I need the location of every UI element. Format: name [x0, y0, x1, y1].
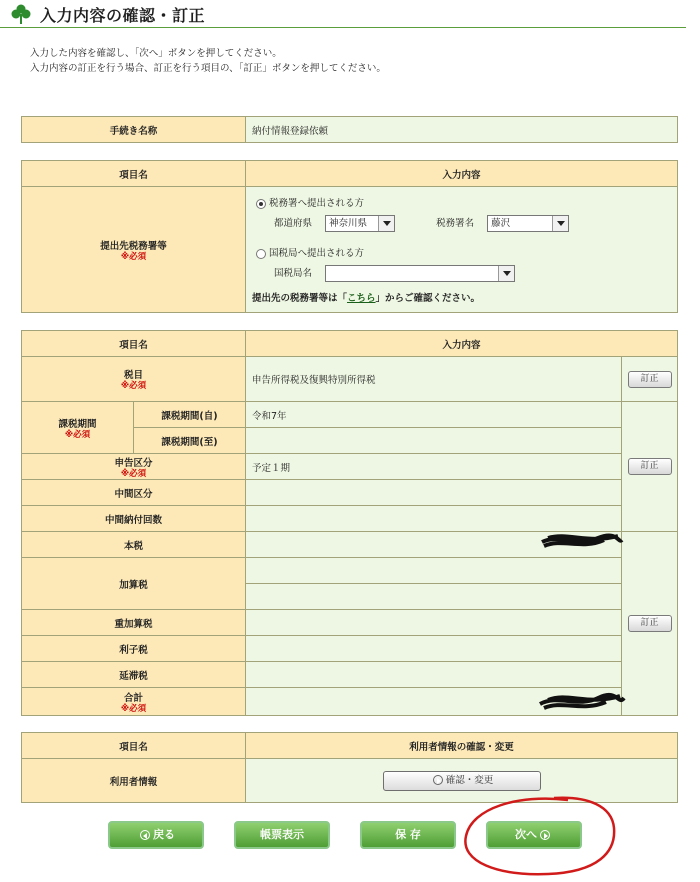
- office-label: 提出先税務署等: [100, 240, 167, 252]
- user-info-label: 利用者情報: [22, 759, 246, 803]
- show-form-button-label: 帳票表示: [260, 828, 304, 841]
- additional-tax-label: 加算税: [22, 558, 246, 610]
- declaration-label-cell: [22, 454, 246, 480]
- office-input-cell: [246, 187, 678, 313]
- back-arrow-icon: [140, 830, 150, 840]
- col-input-header: 入力内容: [246, 331, 678, 357]
- chevron-down-icon: [498, 266, 514, 281]
- note-prefix: 提出先の税務署等は「: [252, 293, 348, 304]
- interim-label: 中間区分: [22, 480, 246, 506]
- period-from-value: 令和7年: [246, 402, 622, 428]
- chevron-down-icon: [378, 216, 394, 231]
- tax-table: [21, 330, 678, 716]
- instruction-line: 入力内容の訂正を行う場合、訂正を行う項目の、「訂正」ボタンを押してください。: [30, 63, 386, 74]
- required-mark: ※必須: [120, 251, 147, 262]
- required-mark: ※必須: [64, 429, 91, 440]
- show-form-button[interactable]: [234, 821, 330, 849]
- save-button[interactable]: [360, 821, 456, 849]
- redaction-scribble: [536, 690, 626, 716]
- period-from-label: 課税期間(自): [134, 402, 246, 428]
- interim-count-label: 中間納付回数: [22, 506, 246, 532]
- office-table: [21, 160, 678, 313]
- page-header: [0, 0, 686, 28]
- period-to-label: 課税期間(至): [134, 428, 246, 454]
- play-icon: [433, 775, 443, 785]
- period-label: 課税期間: [58, 418, 97, 430]
- tax-item-label: 税目: [124, 370, 144, 381]
- fix-cell: [622, 357, 678, 402]
- additional-tax-value: [246, 558, 622, 584]
- confirm-change-label: 確認・変更: [445, 774, 494, 786]
- next-button-label: 次へ: [515, 828, 537, 841]
- delinquency-tax-label: 延滞税: [22, 662, 246, 688]
- instructions: [30, 46, 386, 76]
- tax-item-label-cell: [22, 357, 246, 402]
- option-tax-office[interactable]: [256, 195, 364, 209]
- col-item-header: 項目名: [22, 733, 246, 759]
- tax-item-value: 申告所得税及復興特別所得税: [246, 357, 622, 402]
- office-name-label: 税務署名: [436, 218, 475, 229]
- option-tax-office-label: 税務署へ提出される方: [269, 198, 365, 209]
- back-button-label: 戻る: [153, 828, 175, 841]
- procedure-label: 手続き名称: [22, 117, 246, 143]
- interim-count-value: [246, 506, 622, 532]
- annotation-circle: [458, 792, 622, 882]
- declaration-label: 申告区分: [114, 457, 153, 469]
- save-button-label: 保 存: [395, 828, 421, 841]
- procedure-value: 納付情報登録依頼: [246, 117, 678, 143]
- col-item-header: 項目名: [22, 161, 246, 187]
- procedure-table: [21, 116, 678, 143]
- bureau-label: 国税局名: [274, 268, 313, 279]
- required-mark: ※必須: [120, 468, 147, 479]
- col-input-header: 利用者情報の確認・変更: [246, 733, 678, 759]
- office-note: [252, 290, 480, 304]
- prefecture-row: [274, 215, 569, 232]
- interest-tax-value: [246, 636, 622, 662]
- clover-icon: [10, 3, 32, 25]
- office-lookup-link[interactable]: こちら: [347, 293, 376, 304]
- office-label-cell: [22, 187, 246, 313]
- prefecture-select[interactable]: [325, 215, 395, 232]
- prefecture-value: 神奈川県: [329, 218, 368, 229]
- fix-amount-button[interactable]: 訂正: [628, 615, 672, 632]
- period-to-value: [246, 428, 622, 454]
- total-label-cell: [22, 688, 246, 716]
- confirm-change-button[interactable]: [383, 771, 541, 791]
- radio-bureau[interactable]: [256, 249, 266, 259]
- required-mark: ※必須: [120, 703, 147, 714]
- fix-tax-item-button[interactable]: 訂正: [628, 371, 672, 388]
- interest-tax-label: 利子税: [22, 636, 246, 662]
- declaration-value: 予定１期: [246, 454, 622, 480]
- col-input-header: 入力内容: [246, 161, 678, 187]
- fix-period-button[interactable]: 訂正: [628, 458, 672, 475]
- fix-cell: [622, 402, 678, 532]
- option-bureau-label: 国税局へ提出される方: [269, 248, 365, 259]
- note-suffix: 」からご確認ください。: [375, 293, 481, 304]
- heavy-tax-value: [246, 610, 622, 636]
- bureau-row: [274, 265, 515, 282]
- delinquency-tax-value: [246, 662, 622, 688]
- additional-tax-value-2: [246, 584, 622, 610]
- office-value: 藤沢: [491, 218, 511, 229]
- instruction-line: 入力した内容を確認し、「次へ」ボタンを押してください。: [30, 48, 282, 59]
- chevron-down-icon: [552, 216, 568, 231]
- total-label: 合計: [124, 692, 144, 704]
- heavy-tax-label: 重加算税: [22, 610, 246, 636]
- option-bureau[interactable]: [256, 245, 364, 259]
- bureau-select[interactable]: [325, 265, 515, 282]
- page-title: 入力内容の確認・訂正: [40, 6, 206, 25]
- fix-cell: [622, 532, 678, 716]
- period-label-cell: [22, 402, 134, 454]
- col-item-header: 項目名: [22, 331, 246, 357]
- office-select[interactable]: [487, 215, 569, 232]
- redaction-scribble: [538, 530, 624, 552]
- main-tax-label: 本税: [22, 532, 246, 558]
- prefecture-label: 都道府県: [274, 218, 313, 229]
- required-mark: ※必須: [120, 381, 147, 391]
- radio-tax-office[interactable]: [256, 199, 266, 209]
- back-button[interactable]: [108, 821, 204, 849]
- interim-value: [246, 480, 622, 506]
